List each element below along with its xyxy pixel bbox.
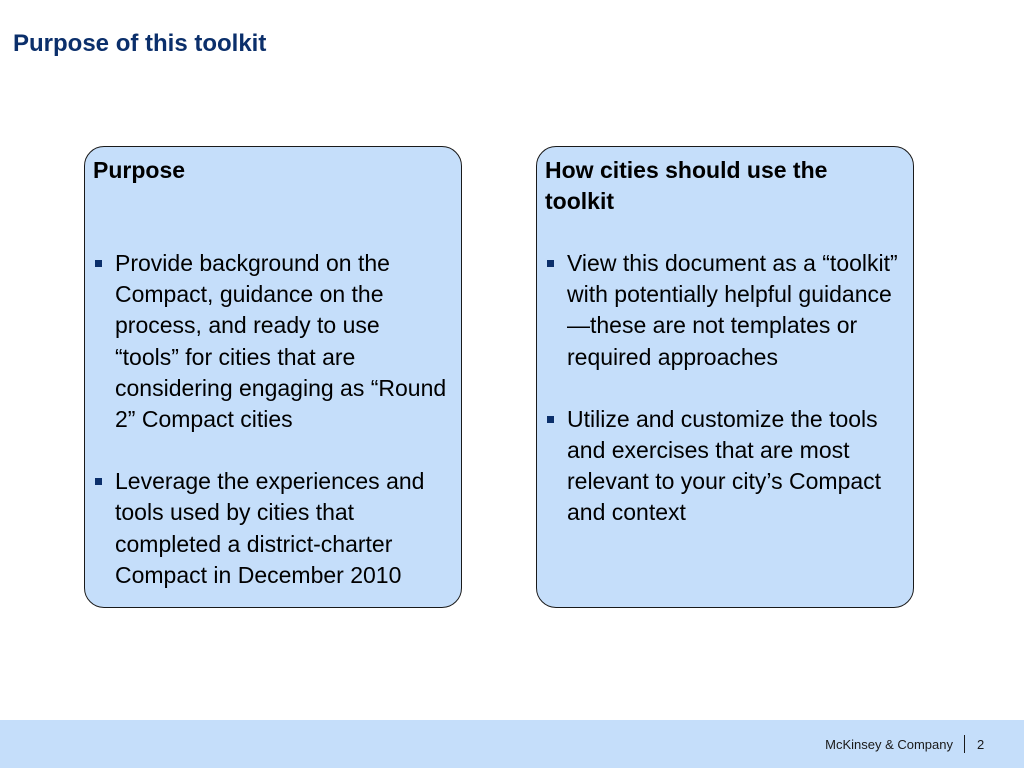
bullet-item <box>545 404 901 529</box>
bullet-item <box>545 248 901 373</box>
bullet-text: View this document as a “toolkit” with potentially helpful guidance—these are not templates or required approaches <box>567 250 898 370</box>
company-name: McKinsey & Company <box>825 737 953 752</box>
footer-divider <box>964 735 965 753</box>
usage-panel <box>536 146 914 608</box>
bullet-text: Leverage the experiences and tools used by cities that completed a district-charter Compact in December 2010 <box>115 468 425 588</box>
bullet-item <box>93 248 449 435</box>
bullet-text: Utilize and customize the tools and exercises that are most relevant to your city’s Compact and context <box>567 405 882 526</box>
usage-bullet-list <box>545 248 901 529</box>
square-bullet-icon <box>547 416 554 423</box>
usage-heading: How cities should use the toolkit <box>545 157 828 214</box>
square-bullet-icon <box>547 260 554 267</box>
purpose-heading: Purpose <box>93 157 186 183</box>
page-title: Purpose of this toolkit <box>13 30 267 57</box>
square-bullet-icon <box>95 478 102 485</box>
page-number: 2 <box>977 737 985 752</box>
square-bullet-icon <box>95 260 102 267</box>
bullet-item <box>93 466 449 591</box>
purpose-bullet-list <box>93 248 449 591</box>
footer-bar <box>0 720 1024 768</box>
bullet-text: Provide background on the Compact, guidance on the process, and ready to use “tools” for cities that are considering engaging as “Round 2” Compact cities <box>115 250 447 433</box>
purpose-panel <box>84 146 462 608</box>
